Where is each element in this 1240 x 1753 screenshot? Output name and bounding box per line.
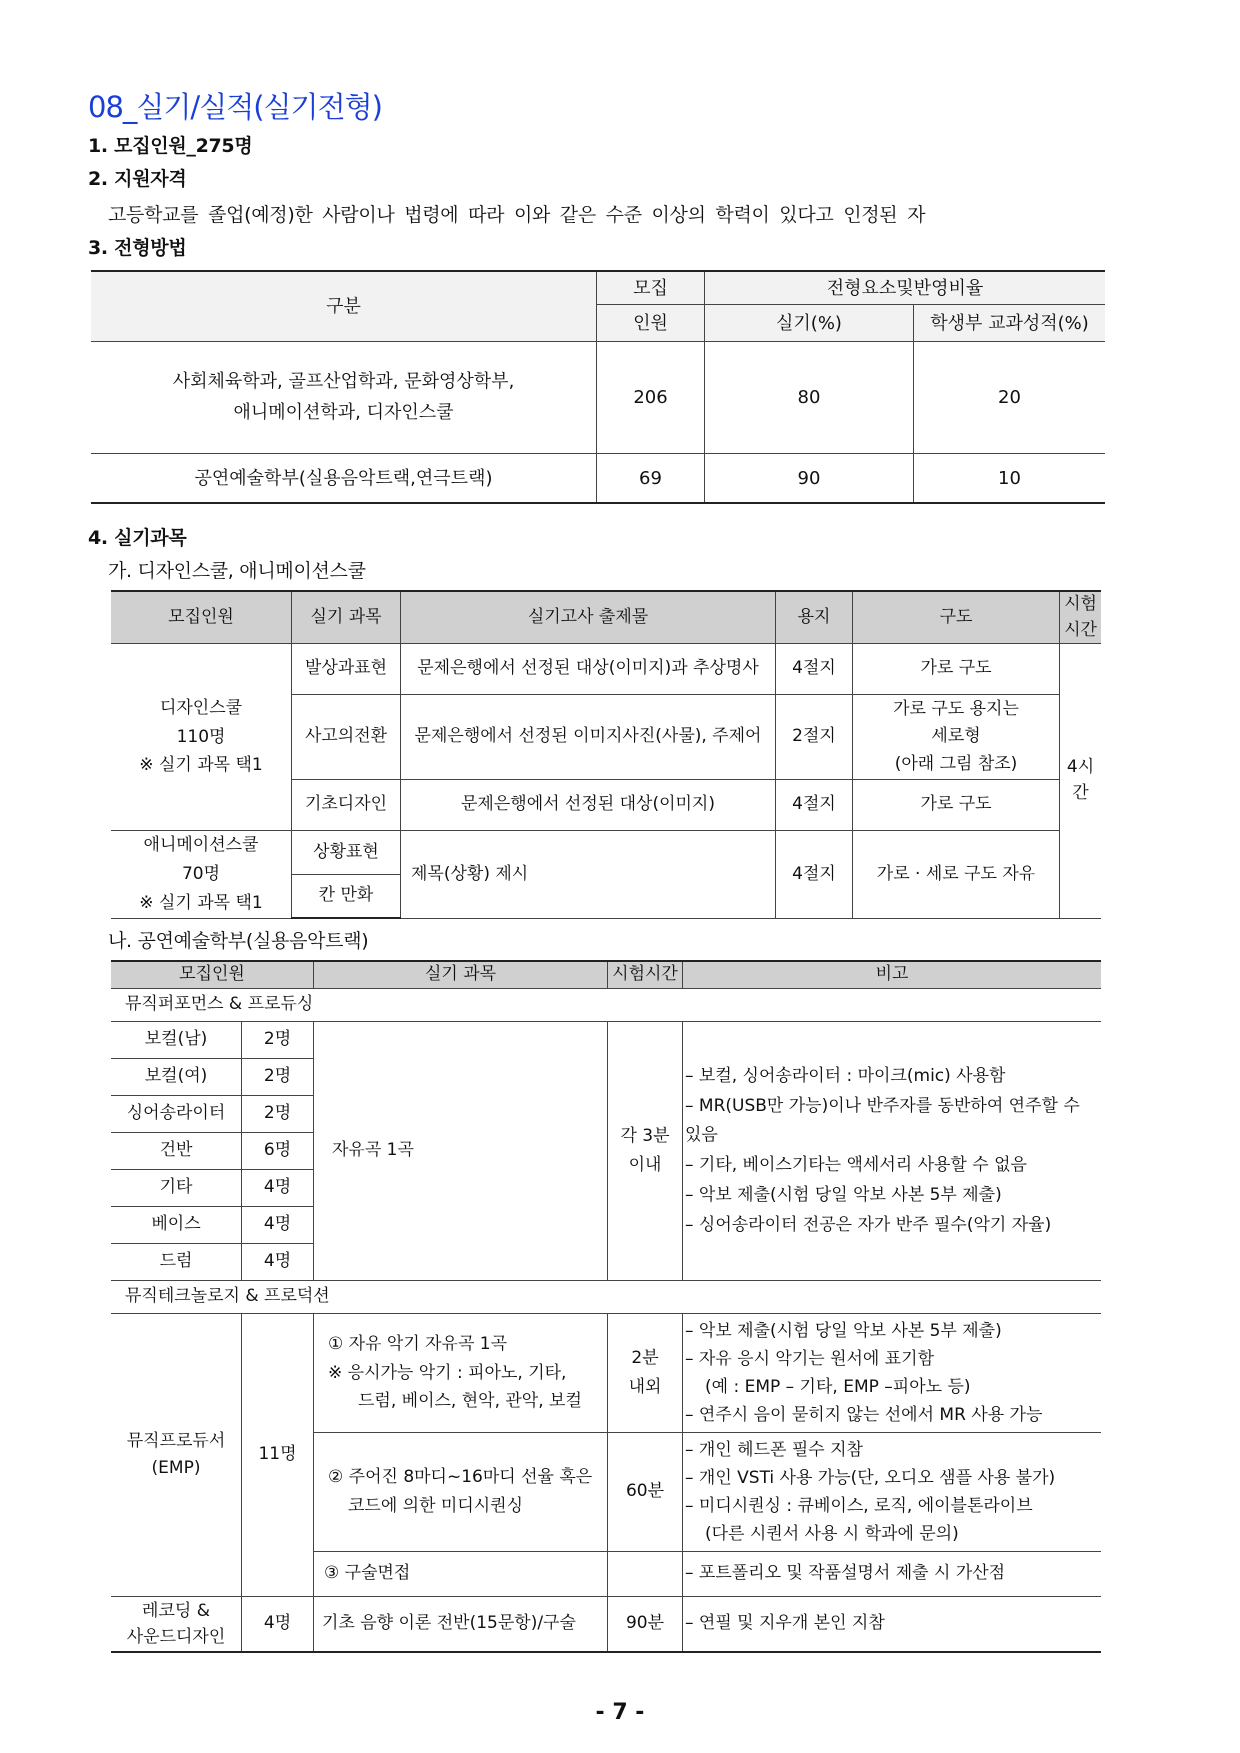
header-time: 시험시간 [608, 961, 683, 989]
emp-subject-2: ② 주어진 8마디~16마디 선율 혹은 코드에 의한 미디시퀀싱 [314, 1433, 608, 1552]
composition-cell: 가로 구도 [853, 644, 1060, 695]
section-4-heading: 4. 실기과목 [88, 527, 187, 549]
count-cell: 2명 [242, 1096, 314, 1133]
part-cell: 베이스 [111, 1207, 242, 1244]
composition-cell: 가로 구도 [853, 780, 1060, 831]
recording-name-cell: 레코딩 & 사운드디자인 [111, 1597, 242, 1653]
material-cell: 제목(상황) 제시 [401, 831, 776, 919]
subject-cell: 상황표현 [292, 831, 401, 875]
header-subject: 실기 과목 [314, 961, 608, 989]
section-4b-heading: 나. 공연예술학부(실용음악트랙) [108, 930, 369, 952]
count-cell: 4명 [242, 1244, 314, 1281]
practical-music-table [111, 960, 1101, 1653]
perf-notes-cell: – 보컬, 싱어송라이터 : 마이크(mic) 사용함 – MR(USB만 가능)이나 반주자를 동반하여 연주할 수 있음 – 기타, 베이스기타는 액세서리 사용할 수 없음 – 악보 제출(시험 당일 악보 사본 5부 제출) – 싱어송라이터 전공은 자가 반주 필수(악기 자율) [683, 1022, 1102, 1281]
emp-notes-1: – 악보 제출(시험 당일 악보 사본 5부 제출) – 자유 응시 악기는 원서에 표기함 (예 : EMP – 기타, EMP –피아노 등) – 연주시 음이 묻히지 않는 선에서 MR 사용 가능 [683, 1314, 1102, 1433]
header-subject: 실기 과목 [292, 591, 401, 644]
perf-time-cell: 각 3분 이내 [608, 1022, 683, 1281]
recording-subject-cell: 기초 음향 이론 전반(15문항)/구술 [314, 1597, 608, 1653]
count-cell: 2명 [242, 1059, 314, 1096]
header-grades: 학생부 교과성적(%) [914, 305, 1106, 342]
table-row-departments: 사회체육학과, 골프산업학과, 문화영상학부, 애니메이션학과, 디자인스쿨 [91, 342, 597, 454]
count-cell: 4명 [242, 1170, 314, 1207]
emp-name-cell: 뮤직프로듀서 (EMP) [111, 1314, 242, 1597]
header-recruit: 모집인원 [111, 961, 314, 989]
part-cell: 건반 [111, 1133, 242, 1170]
count-cell: 6명 [242, 1133, 314, 1170]
cell-recruit: 206 [597, 342, 705, 454]
composition-cell: 가로 구도 용지는 세로형 (아래 그림 참조) [853, 695, 1060, 780]
recording-count-cell: 4명 [242, 1597, 314, 1653]
header-composition: 구도 [853, 591, 1060, 644]
header-division: 구분 [91, 271, 597, 342]
recording-time-cell: 90분 [608, 1597, 683, 1653]
emp-time-1: 2분 내외 [608, 1314, 683, 1433]
header-recruit-line2: 인원 [597, 305, 705, 342]
paper-cell: 4절지 [776, 780, 853, 831]
design-animation-table [111, 590, 1101, 919]
design-school-group: 디자인스쿨 110명 ※ 실기 과목 택1 [111, 644, 292, 831]
cell-grades: 20 [914, 342, 1106, 454]
header-time: 시험시간 [1060, 591, 1102, 644]
section-2-text: 고등학교를 졸업(예정)한 사람이나 법령에 따라 이와 같은 수준 이상의 학력이 있다고 인정된 자 [108, 204, 926, 226]
category-music-performance: 뮤직퍼포먼스 & 프로듀싱 [111, 989, 1101, 1022]
header-ratio: 전형요소및반영비율 [705, 271, 1106, 305]
emp-time-2: 60분 [608, 1433, 683, 1552]
part-cell: 보컬(여) [111, 1059, 242, 1096]
paper-cell: 4절지 [776, 644, 853, 695]
section-2-heading: 2. 지원자격 [88, 168, 187, 190]
section-1-heading: 1. 모집인원_275명 [88, 135, 253, 157]
count-cell: 2명 [242, 1022, 314, 1059]
cell-practical: 80 [705, 342, 914, 454]
header-paper: 용지 [776, 591, 853, 644]
header-practical: 실기(%) [705, 305, 914, 342]
part-cell: 기타 [111, 1170, 242, 1207]
header-recruit: 모집인원 [111, 591, 292, 644]
material-cell: 문제은행에서 선정된 대상(이미지) [401, 780, 776, 831]
exam-time-cell: 4시간 [1060, 644, 1102, 919]
emp-notes-2: – 개인 헤드폰 필수 지참 – 개인 VSTi 사용 가능(단, 오디오 샘플 사용 불가) – 미디시퀀싱 : 큐베이스, 로직, 에이블톤라이브 (다른 시퀀서 사용 시 학과에 문의) [683, 1433, 1102, 1552]
subject-cell: 기초디자인 [292, 780, 401, 831]
perf-subject-cell: 자유곡 1곡 [314, 1022, 608, 1281]
subject-cell: 사고의전환 [292, 695, 401, 780]
page-title: 08_실기/실적(실기전형) [88, 90, 382, 124]
recording-notes-cell: – 연필 및 지우개 본인 지참 [683, 1597, 1102, 1653]
animation-school-group: 애니메이션스쿨 70명 ※ 실기 과목 택1 [111, 831, 292, 919]
part-cell: 보컬(남) [111, 1022, 242, 1059]
header-notes: 비고 [683, 961, 1102, 989]
part-cell: 드럼 [111, 1244, 242, 1281]
section-3-heading: 3. 전형방법 [88, 237, 187, 259]
header-recruit-line1: 모집 [597, 271, 705, 305]
cell-grades: 10 [914, 454, 1106, 504]
emp-subject-1: ① 자유 악기 자유곡 1곡 ※ 응시가능 악기 : 피아노, 기타, 드럼, 베이스, 현악, 관악, 보컬 [314, 1314, 608, 1433]
cell-practical: 90 [705, 454, 914, 504]
emp-count-cell: 11명 [242, 1314, 314, 1597]
emp-time-3 [608, 1552, 683, 1597]
subject-cell: 칸 만화 [292, 874, 401, 918]
table-row-performing-arts: 공연예술학부(실용음악트랙,연극트랙) [91, 454, 597, 504]
page-number: - 7 - [595, 1700, 645, 1725]
material-cell: 문제은행에서 선정된 이미지사진(사물), 주제어 [401, 695, 776, 780]
part-cell: 싱어송라이터 [111, 1096, 242, 1133]
material-cell: 문제은행에서 선정된 대상(이미지)과 추상명사 [401, 644, 776, 695]
cell-recruit: 69 [597, 454, 705, 504]
emp-subject-3: ③ 구술면접 [314, 1552, 608, 1597]
section-4a-heading: 가. 디자인스쿨, 애니메이션스쿨 [108, 560, 366, 582]
emp-notes-3: – 포트폴리오 및 작품설명서 제출 시 가산점 [683, 1552, 1102, 1597]
category-music-technology: 뮤직테크놀로지 & 프로덕션 [111, 1281, 1101, 1314]
paper-cell: 4절지 [776, 831, 853, 919]
header-material: 실기고사 출제물 [401, 591, 776, 644]
composition-cell: 가로 · 세로 구도 자유 [853, 831, 1060, 919]
count-cell: 4명 [242, 1207, 314, 1244]
selection-method-table [91, 270, 1105, 504]
subject-cell: 발상과표현 [292, 644, 401, 695]
paper-cell: 2절지 [776, 695, 853, 780]
